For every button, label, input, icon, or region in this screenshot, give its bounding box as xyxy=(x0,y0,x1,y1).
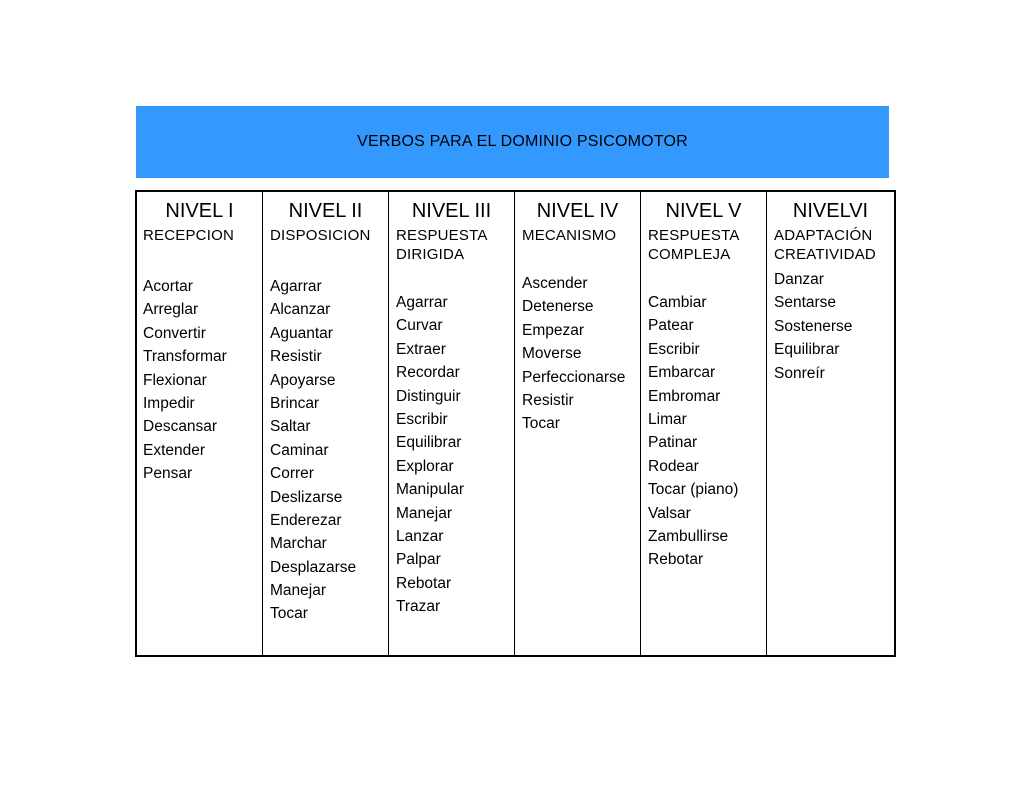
verb-item: Tocar (piano) xyxy=(648,481,739,499)
verb-item: Embromar xyxy=(648,387,721,405)
verb-item: Tocar xyxy=(270,605,308,623)
verb-item: Equilibrar xyxy=(396,434,462,452)
verb-item: Descansar xyxy=(143,418,218,436)
verb-item: Flexionar xyxy=(143,371,207,389)
verb-list xyxy=(270,275,356,626)
verb-item: Embarcar xyxy=(648,364,716,382)
page-title: VERBOS PARA EL DOMINIO PSICOMOTOR xyxy=(357,133,688,150)
verb-item: Desplazarse xyxy=(270,558,357,576)
column-subheading: RESPUESTA DIRIGIDA xyxy=(396,227,488,263)
verb-item: Empezar xyxy=(522,321,585,339)
column-heading: NIVEL V xyxy=(665,200,742,222)
verbs-table xyxy=(135,190,896,657)
verb-item: Alcanzar xyxy=(270,301,331,319)
verb-item: Escribir xyxy=(648,340,700,358)
column-subheading: ADAPTACIÓN CREATIVIDAD xyxy=(774,227,876,263)
column-nivel-6 xyxy=(767,192,894,655)
column-subheading: RECEPCION xyxy=(143,227,234,244)
verb-item: Cambiar xyxy=(648,294,707,311)
column-heading: NIVEL I xyxy=(165,200,234,222)
verb-item: Sostenerse xyxy=(774,317,853,335)
verb-item: Patinar xyxy=(648,434,698,452)
verb-item: Palpar xyxy=(396,551,441,569)
column-subheading: MECANISMO xyxy=(522,227,617,244)
verb-item: Trazar xyxy=(396,598,441,616)
verb-list xyxy=(396,291,464,618)
verb-item: Aguantar xyxy=(270,324,333,342)
verb-list xyxy=(648,291,738,572)
title-banner xyxy=(136,106,889,178)
verb-item: Danzar xyxy=(774,271,824,288)
column-nivel-4 xyxy=(515,192,641,655)
verb-item: Marchar xyxy=(270,535,327,553)
column-nivel-3 xyxy=(389,192,515,655)
verb-item: Sonreír xyxy=(774,364,825,382)
verb-item: Saltar xyxy=(270,418,311,436)
verb-item: Caminar xyxy=(270,441,329,459)
verb-list xyxy=(143,275,227,486)
verb-item: Lanzar xyxy=(396,527,444,545)
verb-item: Valsar xyxy=(648,504,691,522)
column-heading: NIVEL II xyxy=(288,200,363,222)
verb-item: Equilibrar xyxy=(774,341,840,359)
verb-item: Acortar xyxy=(143,278,193,295)
column-nivel-5 xyxy=(641,192,767,655)
verb-item: Transformar xyxy=(143,348,227,366)
verb-item: Curvar xyxy=(396,317,443,335)
verb-item: Enderezar xyxy=(270,511,342,529)
verb-item: Deslizarse xyxy=(270,488,343,506)
verb-item: Perfeccionarse xyxy=(522,368,626,386)
verb-item: Limar xyxy=(648,410,687,428)
verb-item: Tocar xyxy=(522,415,560,433)
verb-item: Patear xyxy=(648,317,694,335)
verb-item: Sentarse xyxy=(774,294,837,312)
verb-item: Apoyarse xyxy=(270,371,336,389)
verb-item: Manejar xyxy=(270,582,326,600)
verb-item: Recordar xyxy=(396,364,460,382)
verb-list xyxy=(774,268,852,385)
column-subheading: DISPOSICION xyxy=(270,227,371,244)
verb-item: Impedir xyxy=(143,394,195,412)
verb-item: Rodear xyxy=(648,457,699,475)
verb-item: Zambullirse xyxy=(648,527,729,545)
verb-list xyxy=(522,272,625,436)
verb-item: Extraer xyxy=(396,340,446,358)
column-heading: NIVEL IV xyxy=(536,200,619,222)
column-heading: NIVELVI xyxy=(792,200,869,222)
verb-item: Correr xyxy=(270,465,314,483)
verb-item: Moverse xyxy=(522,345,582,363)
verb-item: Resistir xyxy=(522,391,574,409)
verb-item: Agarrar xyxy=(270,278,322,295)
verb-item: Resistir xyxy=(270,348,322,366)
verb-item: Manejar xyxy=(396,504,452,522)
verb-item: Agarrar xyxy=(396,294,448,311)
verb-item: Manipular xyxy=(396,481,465,499)
verb-item: Convertir xyxy=(143,324,206,342)
verb-item: Arreglar xyxy=(143,301,199,319)
verb-item: Explorar xyxy=(396,457,454,475)
verb-item: Extender xyxy=(143,441,206,459)
verb-item: Pensar xyxy=(143,465,193,483)
verb-item: Brincar xyxy=(270,394,320,412)
verb-item: Rebotar xyxy=(396,574,452,592)
verb-item: Rebotar xyxy=(648,551,704,569)
column-heading: NIVEL III xyxy=(411,200,492,222)
verb-item: Escribir xyxy=(396,410,448,428)
column-nivel-2 xyxy=(263,192,389,655)
verb-item: Ascender xyxy=(522,275,588,292)
column-subheading: RESPUESTA COMPLEJA xyxy=(648,227,740,263)
column-nivel-1 xyxy=(137,192,263,655)
verb-item: Distinguir xyxy=(396,387,461,405)
verb-item: Detenerse xyxy=(522,298,594,316)
